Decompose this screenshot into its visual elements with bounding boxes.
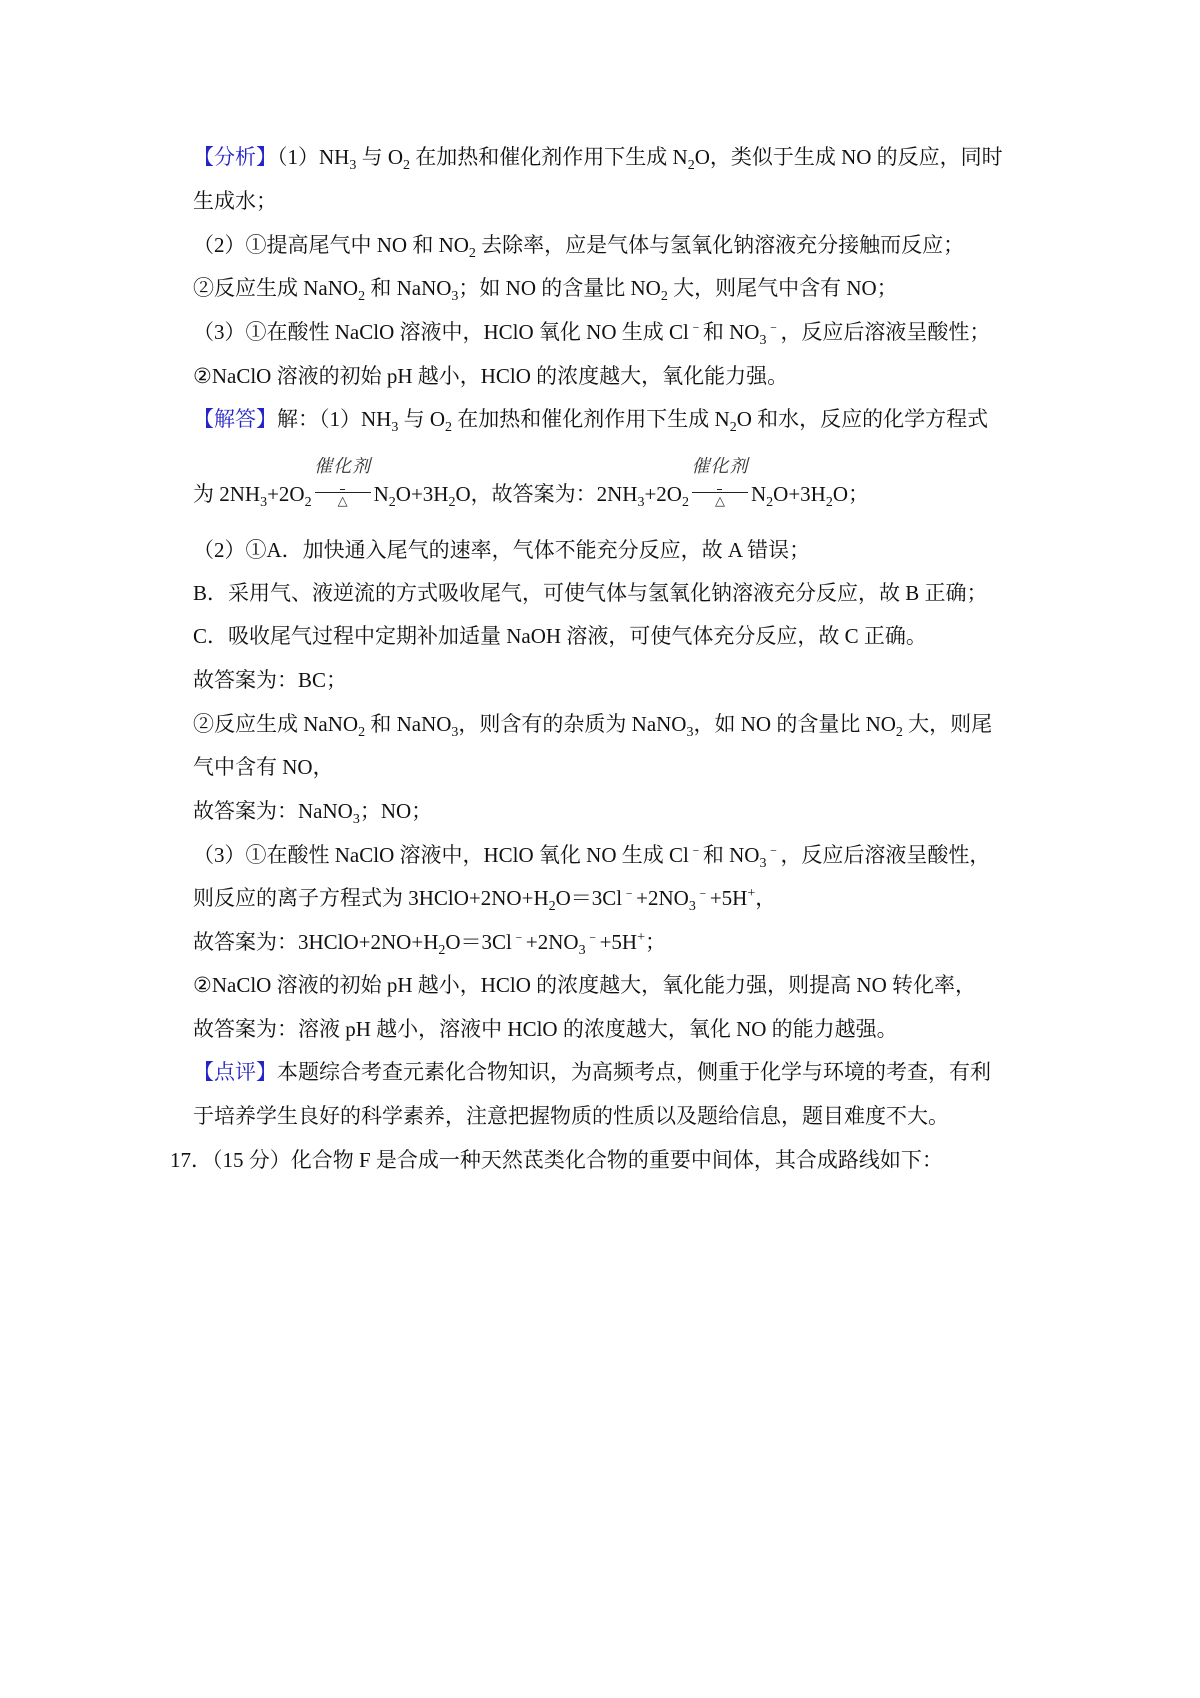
comment-tag: 【点评】 xyxy=(193,1060,277,1084)
solution-line-7: ②反应生成 NaNO$_2$ 和 NaNO$_3$，则含有的杂质为 NaNO$_3$，如 NO 的含量比 $NO_2$ 大，则尾 xyxy=(193,712,993,740)
equation-line: 为 $2NH_3+2O_2$ 催化剂 △ $N_2O+3H_2O$，故答案为：$2NH_3+2O_2$ 催化剂 △ $N_2O+3H_2O$； xyxy=(193,480,869,508)
analysis-tag: 【分析】 xyxy=(193,145,277,169)
analysis-line-3: （2）①提高尾气中 NO 和 $NO_2$ 去除率，应是气体与氢氧化钠溶液充分接触而反应； xyxy=(193,233,965,261)
solution-line-14: 故答案为：溶液 pH 越小，溶液中 HClO 的浓度越大，氧化 NO 的能力越强。 xyxy=(193,1017,898,1041)
reaction-arrow xyxy=(690,456,750,508)
analysis-line-2: 生成水； xyxy=(193,189,277,213)
solution-line-8: 气中含有 NO， xyxy=(193,755,334,779)
solution-line-13: ②NaClO 溶液的初始 pH 越小，HClO 的浓度越大，氧化能力强，则提高 NO 转化率， xyxy=(193,973,976,997)
solution-line-5: C．吸收尾气过程中定期补加适量 NaOH 溶液，可使气体充分反应，故 C 正确。 xyxy=(193,624,927,648)
solution-line-6: 故答案为：BC； xyxy=(193,668,348,692)
analysis-line-4: ②反应生成 NaNO$_2$ 和 NaNO$_3$；如 NO 的含量比 $NO_2$ 大，则尾气中含有 NO； xyxy=(193,276,898,304)
catalyst-label: 催化剂 xyxy=(314,456,372,476)
question-17: 17．（15 分）化合物 F 是合成一种天然茋类化合物的重要中间体，其合成路线如下： xyxy=(170,1148,943,1172)
catalyst-label: 催化剂 xyxy=(691,456,749,476)
reaction-arrow xyxy=(313,456,373,508)
solution-line-9: 故答案为：NaNO$_3$；NO； xyxy=(193,799,433,827)
solution-line-12: 故答案为：$3HClO+2NO+H_2O=3Cl^﹣+2NO_3^﹣+5H^+$； xyxy=(193,930,666,958)
analysis-line-1: 【分析】$(1)NH_3$ 与 $O_2$ 在加热和催化剂作用下生成 $N_2O$，类似于生成 NO 的反应，同时 xyxy=(193,145,1003,173)
solution-line-4: B．采用气、液逆流的方式吸收尾气，可使气体与氢氧化钠溶液充分反应，故 B 正确； xyxy=(193,581,988,605)
heat-icon: △ xyxy=(337,493,348,508)
solution-line-3: （2）①A．加快通入尾气的速率，气体不能充分反应，故 A 错误； xyxy=(193,538,811,562)
comment-line-1: 【点评】本题综合考查元素化合物知识，为高频考点，侧重于化学与环境的考查，有利 xyxy=(193,1060,991,1084)
solution-tag: 【解答】 xyxy=(193,407,277,431)
analysis-line-6: ②NaClO 溶液的初始 pH 越小，HClO 的浓度越大，氧化能力强。 xyxy=(193,364,789,388)
solution-line-10: （3）①在酸性 NaClO 溶液中，HClO 氧化 NO 生成 Cl﹣和 $NO_3^﹣$，反应后溶液呈酸性， xyxy=(193,843,991,871)
solution-line-11: 则反应的离子方程式为 $3HClO+2NO+H_2O=3Cl^﹣+2NO_3^﹣+5H^+$， xyxy=(193,886,777,914)
comment-line-2: 于培养学生良好的科学素养，注意把握物质的性质以及题给信息，题目难度不大。 xyxy=(193,1104,949,1128)
heat-icon: △ xyxy=(714,493,725,508)
solution-line-1: 【解答】解：$(1)NH_3$ 与 $O_2$ 在加热和催化剂作用下生成 $N_2O$ 和水，反应的化学方程式 xyxy=(193,407,989,435)
analysis-line-5: （3）①在酸性 NaClO 溶液中，HClO 氧化 NO 生成 Cl﹣和 $NO_3^﹣$，反应后溶液呈酸性； xyxy=(193,320,991,348)
